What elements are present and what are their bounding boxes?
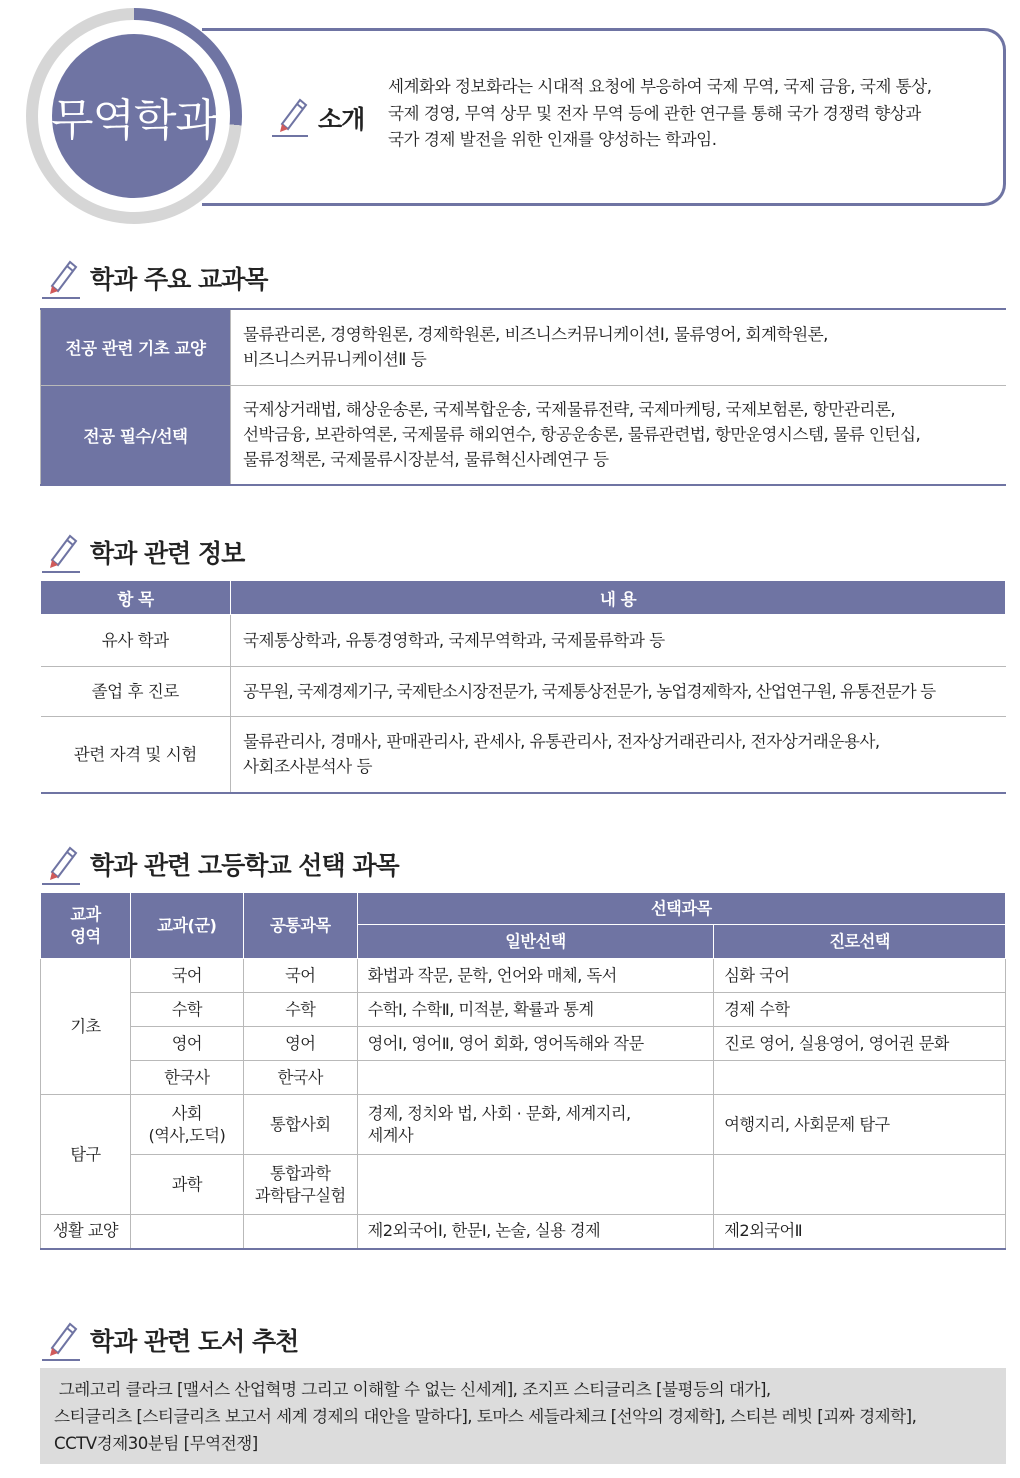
department-header — [26, 8, 1006, 224]
pencil-icon — [40, 256, 82, 300]
table-row: 탐구 사회 (역사,도덕) 통합사회 경제, 정치와 법, 사회 · 문화, 세계지리, 세계사 여행지리, 사회문제 탐구 — [41, 1095, 1006, 1155]
table-row — [41, 385, 1007, 485]
table-row: 유사 학과 국제통상학과, 유통경영학과, 국제무역학과, 국제물류학과 등 — [41, 615, 1006, 667]
table-row: 생활 교양 제2외국어Ⅰ, 한문Ⅰ, 논술, 실용 경제 제2외국어Ⅱ — [41, 1215, 1006, 1249]
column-header-common: 공통과목 — [243, 893, 357, 959]
table-header-row — [41, 581, 1006, 615]
book-recommendations: 그레고리 클라크 [맬서스 산업혁명 그리고 이해할 수 없는 신세계], 조지프 스티글리츠 [불평등의 대가], 스티글리츠 [스티글리츠 보고서 세계 경제의 대안을 말하다], 토마스 세들라체크 [선악의 경제학], 스티븐 레빗 [괴짜 경제학], CCTV경제30분팀 [무역전쟁] — [40, 1368, 1006, 1464]
area-cell: 탐구 — [41, 1095, 131, 1215]
section-title-info: 학과 관련 정보 — [40, 530, 244, 574]
table-row: 수학 수학 수학Ⅰ, 수학Ⅱ, 미적분, 확률과 통계 경제 수학 — [41, 993, 1006, 1027]
column-header-general: 일반선택 — [357, 925, 714, 959]
table-row: 영어 영어 영어Ⅰ, 영어Ⅱ, 영어 회화, 영어독해와 작문 진로 영어, 실용영어, 영어권 문화 — [41, 1027, 1006, 1061]
table-row: 기초 국어 국어 화법과 작문, 문학, 언어와 매체, 독서 심화 국어 — [41, 959, 1006, 993]
table-header-row — [41, 893, 1006, 925]
row-content: 국제상거래법, 해상운송론, 국제복합운송, 국제물류전략, 국제마케팅, 국제보험론, 항만관리론, 선박금융, 보관하역론, 국제물류 해외연수, 항공운송론, 물류관련법, 항만운영시스템, 물류 인턴십, 물류정책론, 국제물류시장분석, 물류혁신사례연구 등 — [231, 385, 1007, 485]
courses-table — [40, 308, 1006, 486]
column-header-elective: 선택과목 — [357, 893, 1005, 925]
column-header-area: 교과 영역 — [41, 893, 131, 959]
table-row: 졸업 후 진로 공무원, 국제경제기구, 국제탄소시장전문가, 국제통상전문가, 농업경제학자, 산업연구원, 유통전문가 등 — [41, 667, 1006, 717]
row-content: 물류관리론, 경영학원론, 경제학원론, 비즈니스커뮤니케이션Ⅰ, 물류영어, 회계학원론, 비즈니스커뮤니케이션Ⅱ 등 — [231, 309, 1007, 385]
table-row: 관련 자격 및 시험 물류관리사, 경매사, 판매관리사, 관세사, 유통관리사, 전자상거래관리사, 전자상거래운용사, 사회조사분석사 등 — [41, 717, 1006, 793]
department-title: 무역학과 — [51, 95, 218, 146]
area-cell: 생활 교양 — [41, 1215, 131, 1249]
intro-label: 소개 — [318, 105, 365, 134]
info-table — [40, 580, 1006, 794]
table-row — [41, 309, 1007, 385]
section-title-books: 학과 관련 도서 추천 — [40, 1318, 298, 1362]
pencil-icon — [40, 530, 82, 574]
column-header-content: 내 용 — [231, 581, 1006, 615]
section-title-hs-subjects: 학과 관련 고등학교 선택 과목 — [40, 842, 399, 886]
pencil-icon — [40, 1318, 82, 1362]
area-cell: 기초 — [41, 959, 131, 1095]
pencil-icon — [270, 94, 310, 138]
section-title-courses: 학과 주요 교과목 — [40, 256, 267, 300]
pencil-icon — [40, 842, 82, 886]
hs-subjects-table — [40, 892, 1006, 1250]
table-row: 한국사 한국사 — [41, 1061, 1006, 1095]
title-badge — [52, 34, 216, 198]
row-label: 전공 필수/선택 — [41, 385, 231, 485]
row-label: 전공 관련 기초 교양 — [41, 309, 231, 385]
intro-text: 세계화와 정보화라는 시대적 요청에 부응하여 국제 무역, 국제 금융, 국제 통상, 국제 경영, 무역 상무 및 전자 무역 등에 관한 연구를 통해 국가 경쟁력 향상과 국가 경제 발전을 위한 인재를 양성하는 학과임. — [388, 77, 932, 149]
table-row: 과학 통합과학 과학탐구실험 — [41, 1155, 1006, 1215]
column-header-career: 진로선택 — [714, 925, 1006, 959]
column-header-group: 교과(군) — [130, 893, 243, 959]
column-header-item: 항 목 — [41, 581, 231, 615]
